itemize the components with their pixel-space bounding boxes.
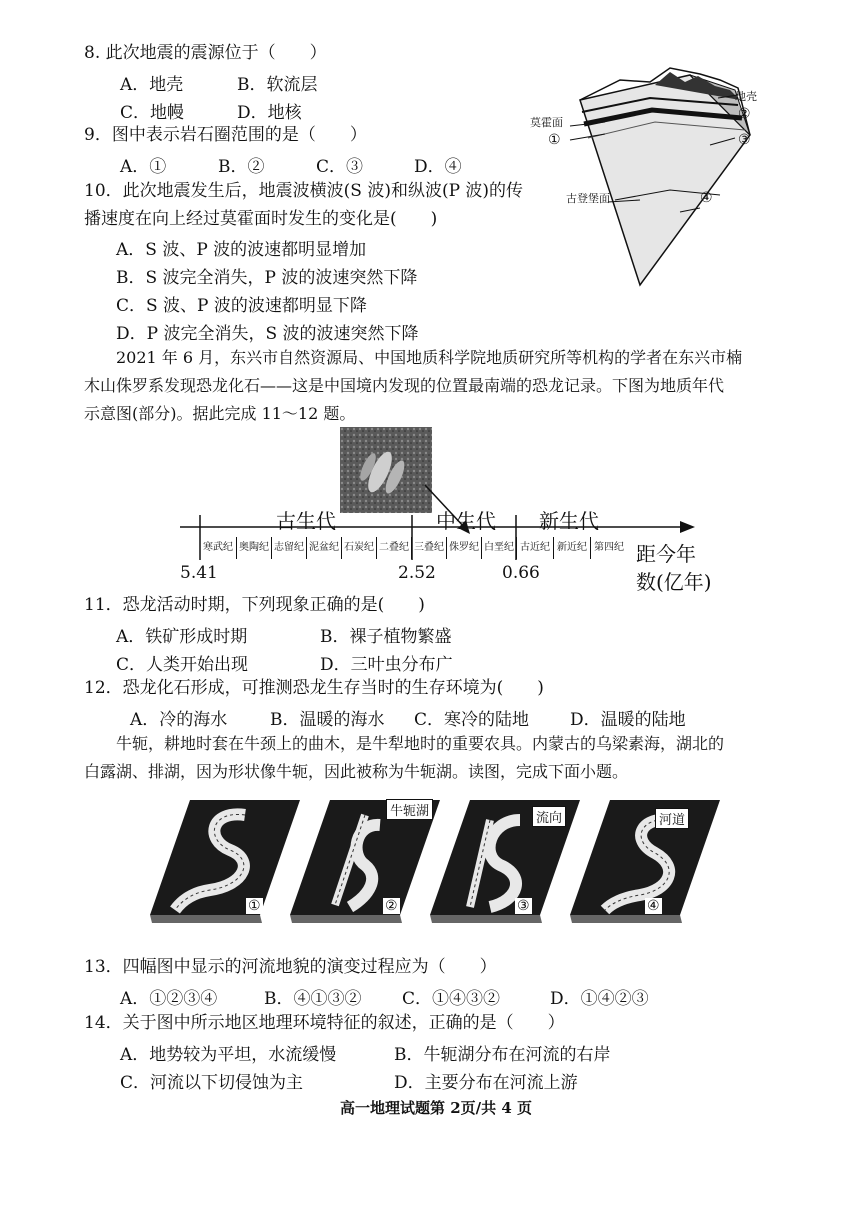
q11-option-b: B．裸子植物繁盛 — [320, 627, 452, 647]
intro-paragraph-1-line3: 示意图(部分)。据此完成 11～12 题。 — [84, 404, 356, 423]
panel-4-label: ④ — [647, 898, 660, 914]
river-meander-diagram — [150, 795, 720, 930]
period-devonian: 泥盆纪 — [307, 537, 342, 559]
period-jurassic: 侏罗纪 — [447, 537, 482, 559]
q14-option-d: D．主要分布在河流上游 — [394, 1073, 578, 1093]
layer-1-label: ① — [548, 132, 561, 148]
q10-option-c: C．S 波、P 波的波速都明显下降 — [116, 296, 367, 316]
tick-066: 0.66 — [502, 563, 540, 583]
period-neogene: 新近纪 — [554, 537, 591, 559]
oxbow-lake-label: 牛轭湖 — [386, 799, 433, 820]
q13-option-b: B．④①③② — [264, 989, 362, 1009]
era-paleozoic: 古生代 — [276, 509, 336, 533]
timeline-unit-line2: 数(亿年) — [636, 570, 712, 594]
q8-option-c: C．地幔 — [120, 103, 185, 123]
moho-label: 莫霍面 — [530, 116, 563, 129]
q12-option-a: A．冷的海水 — [130, 710, 228, 730]
layer-4-label: ④ — [700, 190, 713, 206]
q11-stem: 11．恐龙活动时期，下列现象正确的是( ) — [84, 595, 425, 615]
q13-option-d: D．①④②③ — [550, 989, 649, 1009]
q13-option-c: C．①④③② — [402, 989, 501, 1009]
q9-option-d: D．④ — [414, 157, 462, 177]
q12-option-c: C．寒冷的陆地 — [414, 710, 530, 730]
layer-3-label: ③ — [738, 132, 751, 148]
era-cenozoic: 新生代 — [539, 509, 599, 533]
intro-paragraph-2-line1: 牛轭，耕地时套在牛颈上的曲木，是牛犁地时的重要农具。内蒙古的乌梁素海，湖北的 — [116, 734, 725, 753]
q8-option-d: D．地核 — [237, 103, 302, 123]
intro-paragraph-1-line2: 木山侏罗系发现恐龙化石——这是中国境内发现的位置最南端的恐龙记录。下图为地质年代 — [84, 376, 725, 395]
q14-stem: 14．关于图中所示地区地理环境特征的叙述，正确的是（ ） — [84, 1013, 565, 1033]
q14-option-a: A．地势较为平坦，水流缓慢 — [120, 1045, 337, 1065]
page-footer: 高一地理试题第 2页/共 4 页 — [340, 1099, 533, 1117]
gutenberg-label: 古登堡面 — [566, 192, 610, 205]
q9-option-b: B．② — [218, 157, 265, 177]
q13-stem: 13．四幅图中显示的河流地貌的演变过程应为（ ） — [84, 957, 497, 977]
tick-252: 2.52 — [398, 563, 436, 583]
period-silurian: 志留纪 — [272, 537, 307, 559]
q14-option-b: B．牛轭湖分布在河流的右岸 — [394, 1045, 611, 1065]
period-triassic: 三叠纪 — [412, 537, 447, 559]
q11-option-c: C．人类开始出现 — [116, 655, 249, 675]
period-carboniferous: 石炭纪 — [342, 537, 377, 559]
q8-stem: 8. 此次地震的震源位于（ ） — [84, 43, 327, 63]
q13-option-a: A．①②③④ — [120, 989, 218, 1009]
q14-option-c: C．河流以下切侵蚀为主 — [120, 1073, 304, 1093]
river-channel-label: 河道 — [655, 808, 689, 829]
q10-stem-line2: 播速度在向上经过莫霍面时发生的变化是( ) — [84, 209, 438, 229]
q9-option-a: A．① — [120, 157, 167, 177]
q10-option-d: D．P 波完全消失，S 波的波速突然下降 — [116, 324, 419, 344]
panel-2-label: ② — [385, 898, 398, 914]
dinosaur-fossil-photo — [340, 427, 432, 513]
intro-paragraph-1-line1: 2021 年 6 月，东兴市自然资源局、中国地质科学院地质研究所等机构的学者在东兴市楠 — [116, 348, 743, 367]
period-quaternary: 第四纪 — [594, 542, 624, 553]
q10-option-a: A．S 波、P 波的波速都明显增加 — [116, 240, 367, 260]
q10-option-b: B．S 波完全消失，P 波的波速突然下降 — [116, 268, 418, 288]
period-cretaceous: 白垩纪 — [482, 537, 517, 559]
meander-panel-1 — [150, 800, 300, 923]
timeline-unit-line1: 距今年 — [636, 542, 696, 566]
panel-3-label: ③ — [517, 898, 530, 914]
tick-541: 5.41 — [180, 563, 218, 583]
q10-stem-line1: 10．此次地震发生后，地震波横波(S 波)和纵波(P 波)的传 — [84, 181, 524, 201]
q12-stem: 12．恐龙化石形成，可推测恐龙生存当时的生存环境为( ) — [84, 678, 544, 698]
q8-option-a: A．地壳 — [120, 75, 184, 95]
layer-2-label: ② — [738, 106, 751, 122]
crust-label: 地壳 — [735, 90, 757, 103]
period-paleogene: 古近纪 — [517, 537, 554, 559]
panel-1-label: ① — [248, 898, 261, 914]
period-permian: 二叠纪 — [377, 537, 412, 559]
flow-direction-label: 流向 — [532, 806, 566, 827]
period-cambrian: 寒武纪 — [200, 537, 237, 559]
q8-option-b: B．软流层 — [237, 75, 318, 95]
q12-option-b: B．温暖的海水 — [270, 710, 385, 730]
era-mesozoic: 中生代 — [436, 509, 496, 533]
intro-paragraph-2-line2: 白露湖、排湖，因为形状像牛轭，因此被称为牛轭湖。读图，完成下面小题。 — [84, 762, 629, 781]
period-ordovician: 奥陶纪 — [237, 537, 272, 559]
q9-stem: 9．图中表示岩石圈范围的是（ ） — [84, 125, 367, 145]
q11-option-d: D．三叶虫分布广 — [320, 655, 453, 675]
q11-option-a: A．铁矿形成时期 — [116, 627, 248, 647]
q12-option-d: D．温暖的陆地 — [570, 710, 686, 730]
q9-option-c: C．③ — [316, 157, 364, 177]
